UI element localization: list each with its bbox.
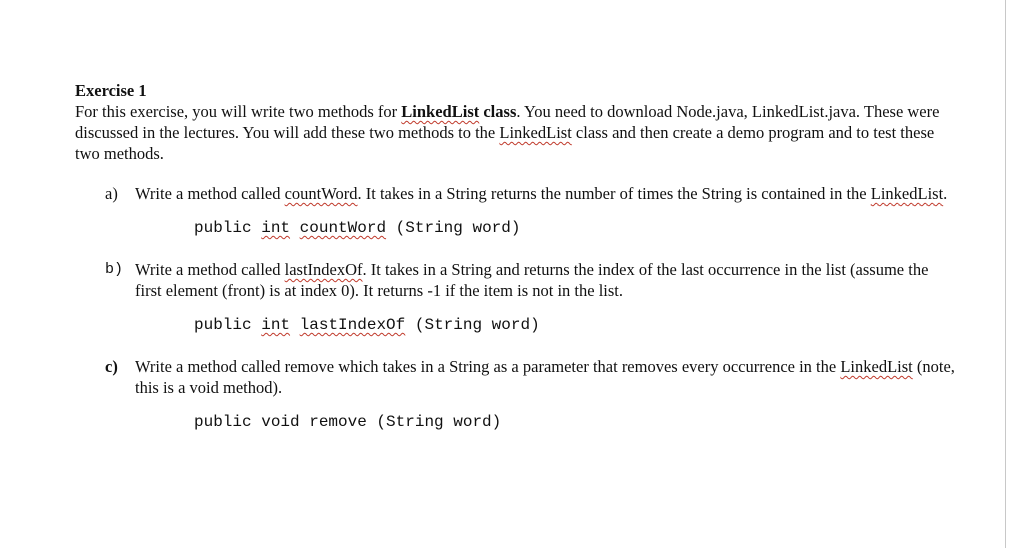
item-c [75,356,955,398]
linkedlist-term: LinkedList [870,184,944,203]
method-signature [194,218,955,239]
item-text [135,183,955,204]
item-a [75,183,955,204]
code-part [290,219,300,237]
item-marker: b) [105,261,124,278]
item-b [75,259,955,301]
item-text [135,259,955,301]
linkedlist-term: LinkedList [840,357,913,376]
item-text-part: Write a method called [135,184,285,203]
code-method-name: lastIndexOf [299,316,406,334]
code-part: (String word) [386,219,521,237]
linkedlist-term: LinkedList [401,102,480,121]
document-body [75,80,955,433]
intro-text-1: For this exercise, you will write two methods for [75,102,402,121]
intro-text-2: . You need to download Node.java, LinkedList.java. These were discussed in the lectures. You will add these two methods to the [75,102,940,142]
item-text-part: Write a method called remove which takes in a String as a parameter that removes every occurrence in the [135,357,841,376]
intro-paragraph [75,101,955,164]
code-part [290,316,300,334]
exercise-items [75,183,955,433]
code-type: int [261,316,291,334]
intro-text-3: class and then create a demo program and to test these two methods. [75,123,935,163]
method-name-term: lastIndexOf [284,260,363,279]
item-marker: c) [105,357,118,376]
code-part: public [194,316,262,334]
item-marker: a) [105,184,118,203]
method-name-term: countWord [284,184,358,203]
linkedlist-term: LinkedList [499,123,572,142]
item-text-part: . [943,184,948,203]
code-type: int [261,219,291,237]
code-part: (String word) [405,316,540,334]
item-text-part: . It takes in a String and returns the index of the last occurrence in the list (assume the first element (front) is at index 0). It returns -1 if the item is not in the list. [135,260,929,300]
item-text-part: . It takes in a String returns the number of times the String is contained in the [357,184,871,203]
code-method-name: countWord [299,219,387,237]
exercise-title: Exercise 1 [75,81,147,100]
item-text-part: (note, this is a void method). [135,357,955,397]
method-signature [194,315,955,336]
item-text [135,356,955,398]
item-text-part: Write a method called [135,260,285,279]
method-signature: public void remove (String word) [194,413,502,431]
code-part: public [194,219,262,237]
class-word: class [479,102,517,121]
